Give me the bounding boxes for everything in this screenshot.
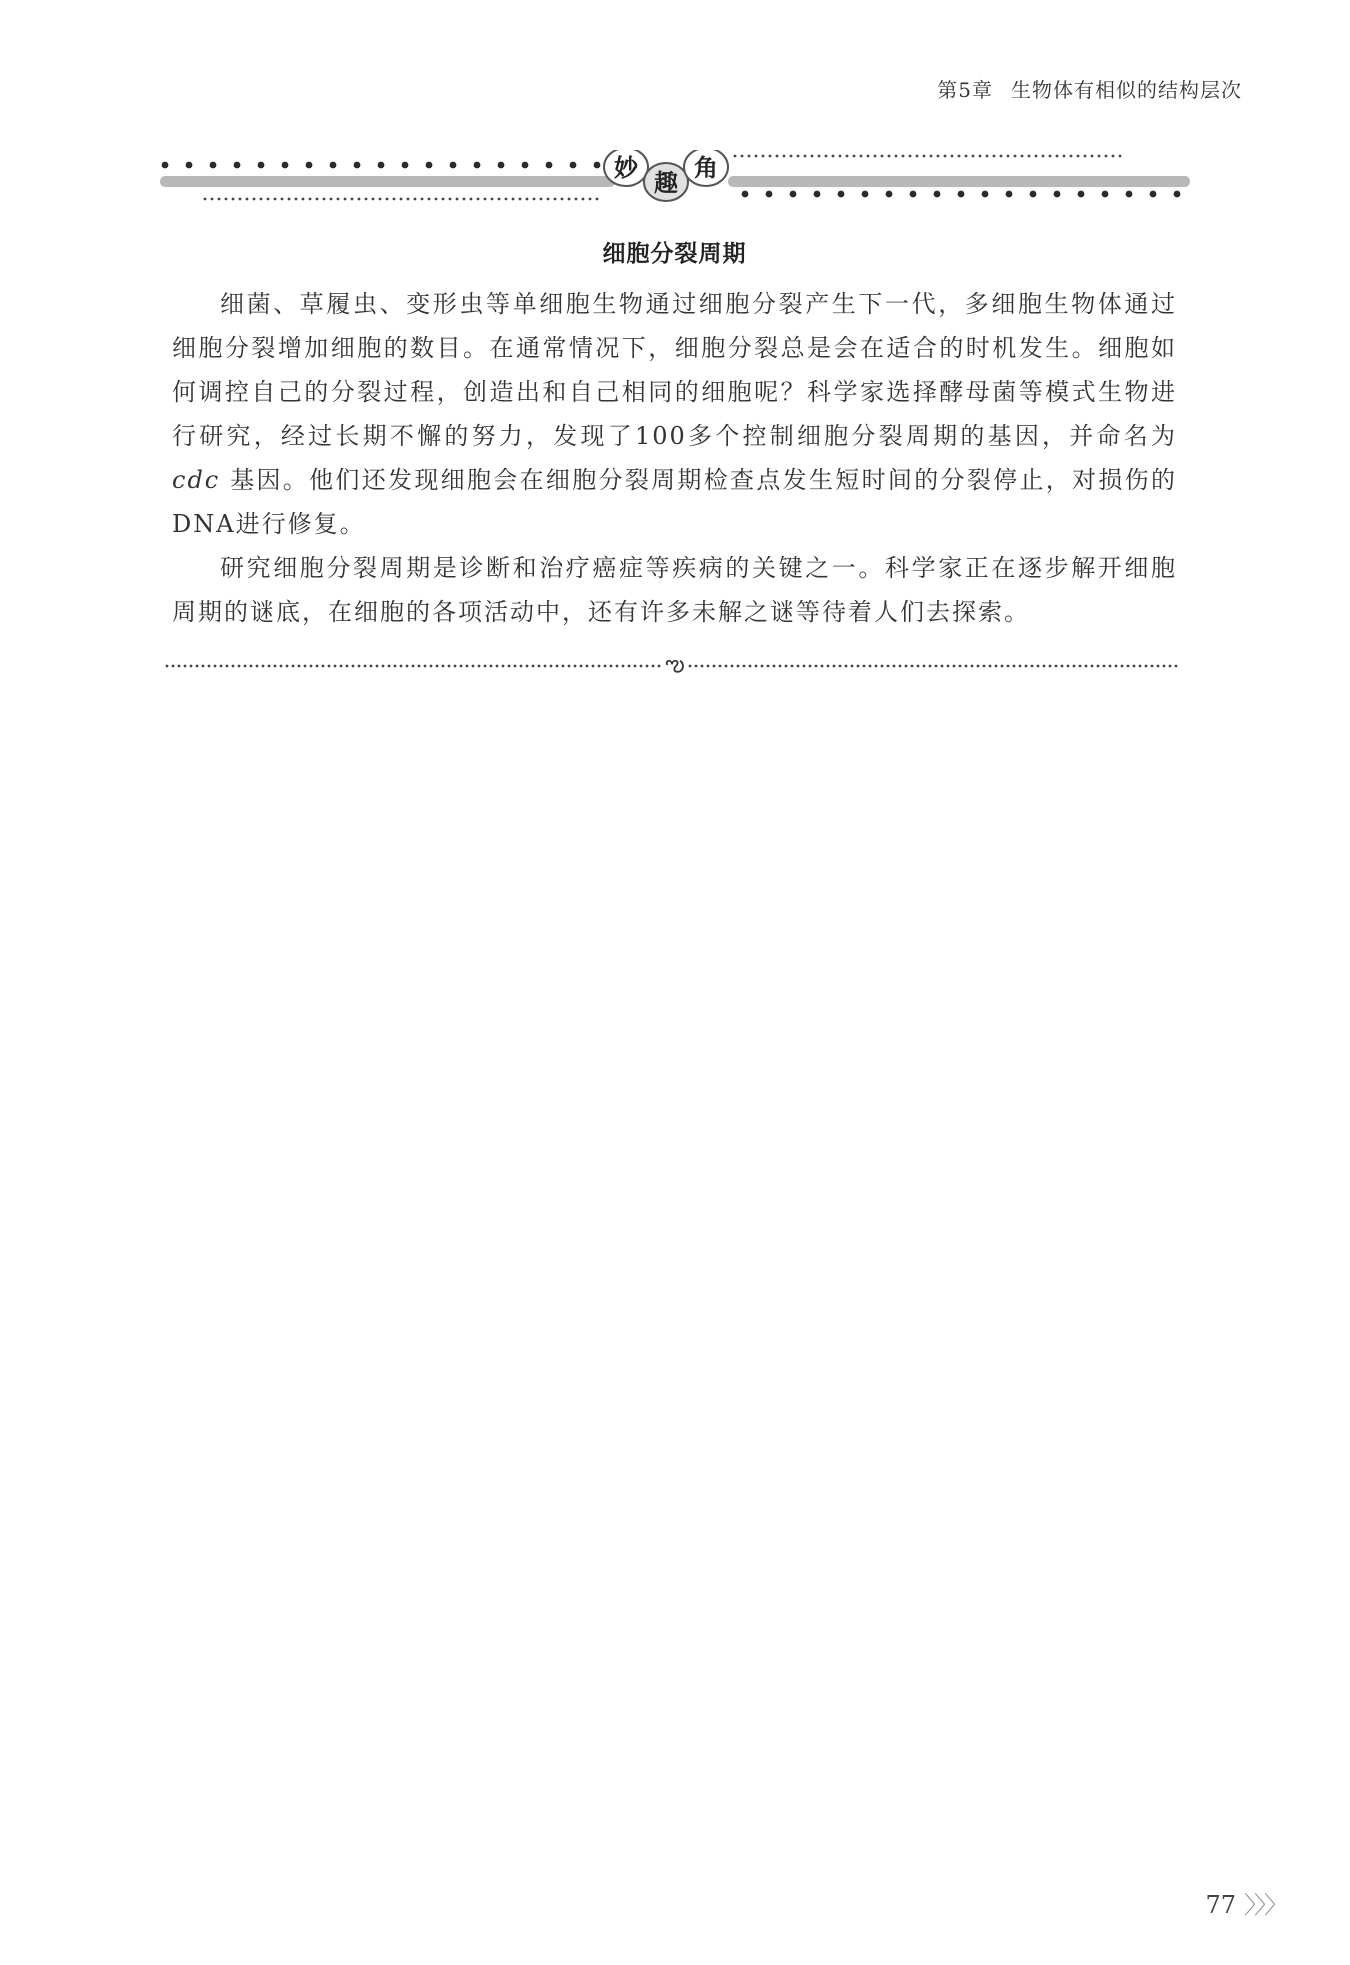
page-footer <box>1205 1885 1286 1920</box>
paragraph-2: 研究细胞分裂周期是诊断和治疗癌症等疾病的关键之一。科学家正在逐步解开细胞周期的谜底，在细胞的各项活动中，还有许多未解之谜等待着人们去探索。 <box>172 554 1177 626</box>
ornament-icon: ఌ <box>665 652 685 676</box>
running-header <box>937 74 1242 103</box>
banner-char-1: 妙 <box>614 154 638 182</box>
article <box>172 235 1177 634</box>
section-end-divider <box>165 652 1180 676</box>
chapter-number: 第5章 <box>937 78 993 102</box>
paragraph-1-text-a: 细菌、草履虫、变形虫等单细胞生物通过细胞分裂产生下一代，多细胞生物体通过细胞分裂增加细胞的数目。在通常情况下，细胞分裂总是会在适合的时机发生。细胞如何调控自己的分裂过程，创造出和自己相同的细胞呢？科学家选择酵母菌等模式生物进行研究，经过长期不懈的努力，发现了100多个控制细胞分裂周期的基因，并命名为 <box>172 290 1177 450</box>
banner-char-2: 趣 <box>654 169 678 197</box>
section-banner <box>160 150 1190 210</box>
paragraph-1-text-b: 基因。他们还发现细胞会在细胞分裂周期检查点发生短时间的分裂停止，对损伤的DNA进行修复。 <box>172 466 1177 538</box>
divider-decoration <box>165 652 1180 676</box>
page-arrows-icon: 〉〉〉 <box>1244 1891 1286 1919</box>
gene-name-italic: cdc <box>172 466 221 494</box>
page-number: 77 <box>1205 1891 1236 1919</box>
chapter-title: 生物体有相似的结构层次 <box>1011 78 1242 102</box>
paragraph-1 <box>172 282 1177 546</box>
banner-char-3: 角 <box>694 154 718 182</box>
article-title: 细胞分裂周期 <box>602 241 747 267</box>
banner-decoration <box>160 150 1190 210</box>
